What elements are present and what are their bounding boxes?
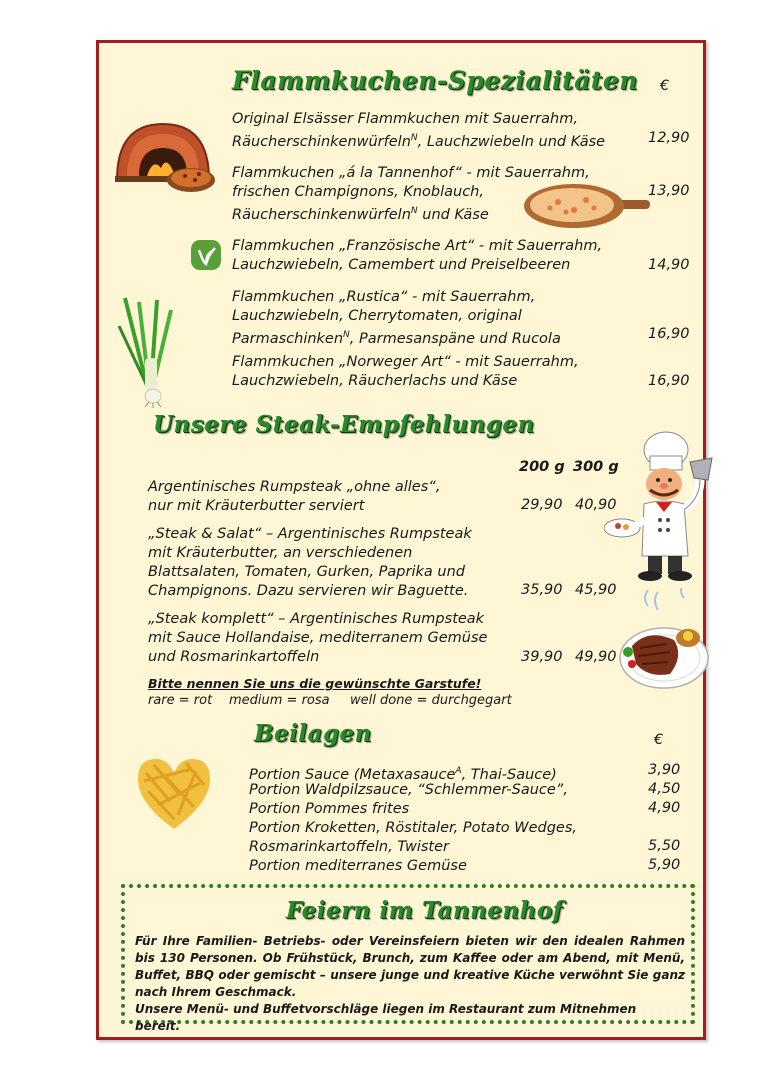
item-4-sup: N	[343, 330, 350, 340]
steak-2-line-3: Blattsalaten, Tomaten, Gurken, Paprika und	[148, 564, 465, 580]
steak-1-line-1: Argentinisches Rumpsteak „ohne alles“,	[148, 479, 441, 495]
steak-2-price-200: 35,90	[521, 582, 563, 598]
steak-1-line-2: nur mit Kräuterbutter serviert	[148, 498, 365, 514]
feiern-paragraph-2: Unsere Menü- und Buffetvorschläge liegen im Restaurant zum Mitnehmen bereit.	[135, 1002, 637, 1033]
item-2-sup: N	[410, 206, 418, 216]
steak-3-price-200: 39,90	[521, 649, 563, 665]
beilage-price-5: 5,50	[648, 838, 681, 854]
item-3-line-1: Flammkuchen „Französische Art“ - mit Sauerrahm,	[232, 238, 603, 254]
item-4-line-3a: Parmaschinken	[232, 330, 344, 347]
steak-2-line-1: „Steak & Salat“ – Argentinisches Rumpsteak	[148, 526, 472, 542]
garstufe-welldone: well done = durchgegart	[350, 693, 512, 708]
flammkuchen-heading: Flammkuchen-Spezialitäten	[232, 66, 638, 95]
steak-heading: Unsere Steak-Empfehlungen	[153, 411, 535, 438]
item-1-sup: N	[410, 133, 418, 143]
steak-item-1	[148, 478, 440, 516]
flammkuchen-price-4: 16,90	[648, 326, 690, 342]
beilagen-item-2: Portion Waldpilzsauce, “Schlemmer-Sauce”,	[249, 782, 568, 798]
item-5-line-2: Lauchzwiebeln, Räucherlachs und Käse	[232, 373, 518, 389]
steak-2-price-300: 45,90	[575, 582, 617, 598]
beilage-price-6: 5,90	[648, 857, 681, 873]
item-1-line-2b: , Lauchzwiebeln und Käse	[417, 133, 606, 150]
item-1-line-2	[232, 129, 605, 152]
steak-3-line-3: und Rosmarinkartoffeln	[148, 649, 320, 665]
garstufe-medium: medium = rosa	[229, 693, 330, 708]
feiern-heading: Feiern im Tannenhof	[286, 897, 564, 924]
steak-3-line-1: „Steak komplett“ – Argentinisches Rumpsteak	[148, 611, 485, 627]
beilage-price-2: 4,50	[648, 781, 681, 797]
flammkuchen-item-4	[232, 288, 561, 349]
beilagen-currency: €	[654, 732, 664, 748]
spring-onion-icon	[117, 296, 179, 408]
garstufe-rare: rare = rot	[148, 693, 213, 708]
item-2-line-3a: Räucherschinkenwürfeln	[232, 206, 411, 223]
flammkuchen-price-3: 14,90	[648, 257, 690, 273]
steak-item-2	[148, 525, 472, 601]
item-1-line-1: Original Elsässer Flammkuchen mit Sauerrahm,	[232, 111, 578, 127]
beilagen-heading: Beilagen	[254, 720, 372, 747]
steak-2-line-4: Champignons. Dazu servieren wir Baguette.	[148, 583, 469, 599]
item-2-line-2: frischen Champignons, Knoblauch,	[232, 184, 484, 200]
flammkuchen-item-1	[232, 110, 605, 152]
flammkuchen-price-1: 12,90	[648, 130, 690, 146]
flammkuchen-item-5	[232, 353, 579, 391]
vegetarian-leaf-icon	[191, 240, 221, 270]
beilage-price-3: 4,90	[648, 800, 681, 816]
item-2-line-1: Flammkuchen „á la Tannenhof“ - mit Sauerrahm,	[232, 165, 590, 181]
item-4-line-3	[232, 326, 561, 349]
beilage-1-text2: , Thai-Sauce)	[461, 766, 557, 783]
item-4-line-2: Lauchzwiebeln, Cherrytomaten, original	[232, 308, 522, 324]
item-3-line-2: Lauchzwiebeln, Camembert und Preiselbeeren	[232, 257, 571, 273]
item-2-line-3b: und Käse	[417, 206, 489, 223]
flammkuchen-price-5: 16,90	[648, 373, 690, 389]
pizza-oven-icon	[113, 118, 217, 196]
steak-col-300: 300 g	[573, 459, 619, 475]
chef-icon	[604, 428, 714, 583]
fries-heart-icon	[134, 755, 214, 833]
steak-1-price-300: 40,90	[575, 497, 617, 513]
beilagen-item-6: Portion mediterranes Gemüse	[249, 858, 467, 874]
item-4-line-1: Flammkuchen „Rustica“ - mit Sauerrahm,	[232, 289, 536, 305]
beilage-price-1: 3,90	[648, 762, 681, 778]
beilage-1-text: Portion Sauce (Metaxasauce	[249, 766, 456, 783]
feiern-paragraph-1: Für Ihre Familien- Betriebs- oder Vereinsfeiern bieten wir den idealen Rahmen bis 130 Personen. Ob Frühstück, Brunch, zum Kaffee oder am Abend, mit Menü, Buffet, BBQ oder gemischt – unsere junge und kreative Küche verwöhnt Sie ganz nach Ihrem Geschmack.	[135, 934, 685, 999]
steak-3-line-2: mit Sauce Hollandaise, mediterranem Gemüse	[148, 630, 488, 646]
flammkuchen-board-icon	[522, 182, 650, 232]
garstufe-title: Bitte nennen Sie uns die gewünschte Garstufe!	[148, 676, 482, 691]
item-1-line-2a: Räucherschinkenwürfeln	[232, 133, 411, 150]
steak-1-price-200: 29,90	[521, 497, 563, 513]
steak-3-price-300: 49,90	[575, 649, 617, 665]
steak-2-line-2: mit Kräuterbutter, an verschiedenen	[148, 545, 413, 561]
steak-item-3	[148, 610, 487, 667]
beilage-1-sup: A	[455, 766, 462, 776]
feiern-text	[135, 933, 685, 1035]
steak-plate-icon	[618, 588, 710, 692]
beilagen-item-4: Portion Kroketten, Röstitaler, Potato Wedges,	[249, 820, 578, 836]
item-4-line-3b: , Parmesanspäne und Rucola	[349, 330, 561, 347]
flammkuchen-price-2: 13,90	[648, 183, 690, 199]
item-5-line-1: Flammkuchen „Norweger Art“ - mit Sauerrahm,	[232, 354, 579, 370]
flammkuchen-item-3	[232, 237, 602, 275]
steak-col-200: 200 g	[519, 459, 565, 475]
flammkuchen-currency: €	[660, 78, 670, 94]
beilagen-item-5: Rosmarinkartoffeln, Twister	[249, 839, 449, 855]
beilagen-item-3: Portion Pommes frites	[249, 801, 410, 817]
